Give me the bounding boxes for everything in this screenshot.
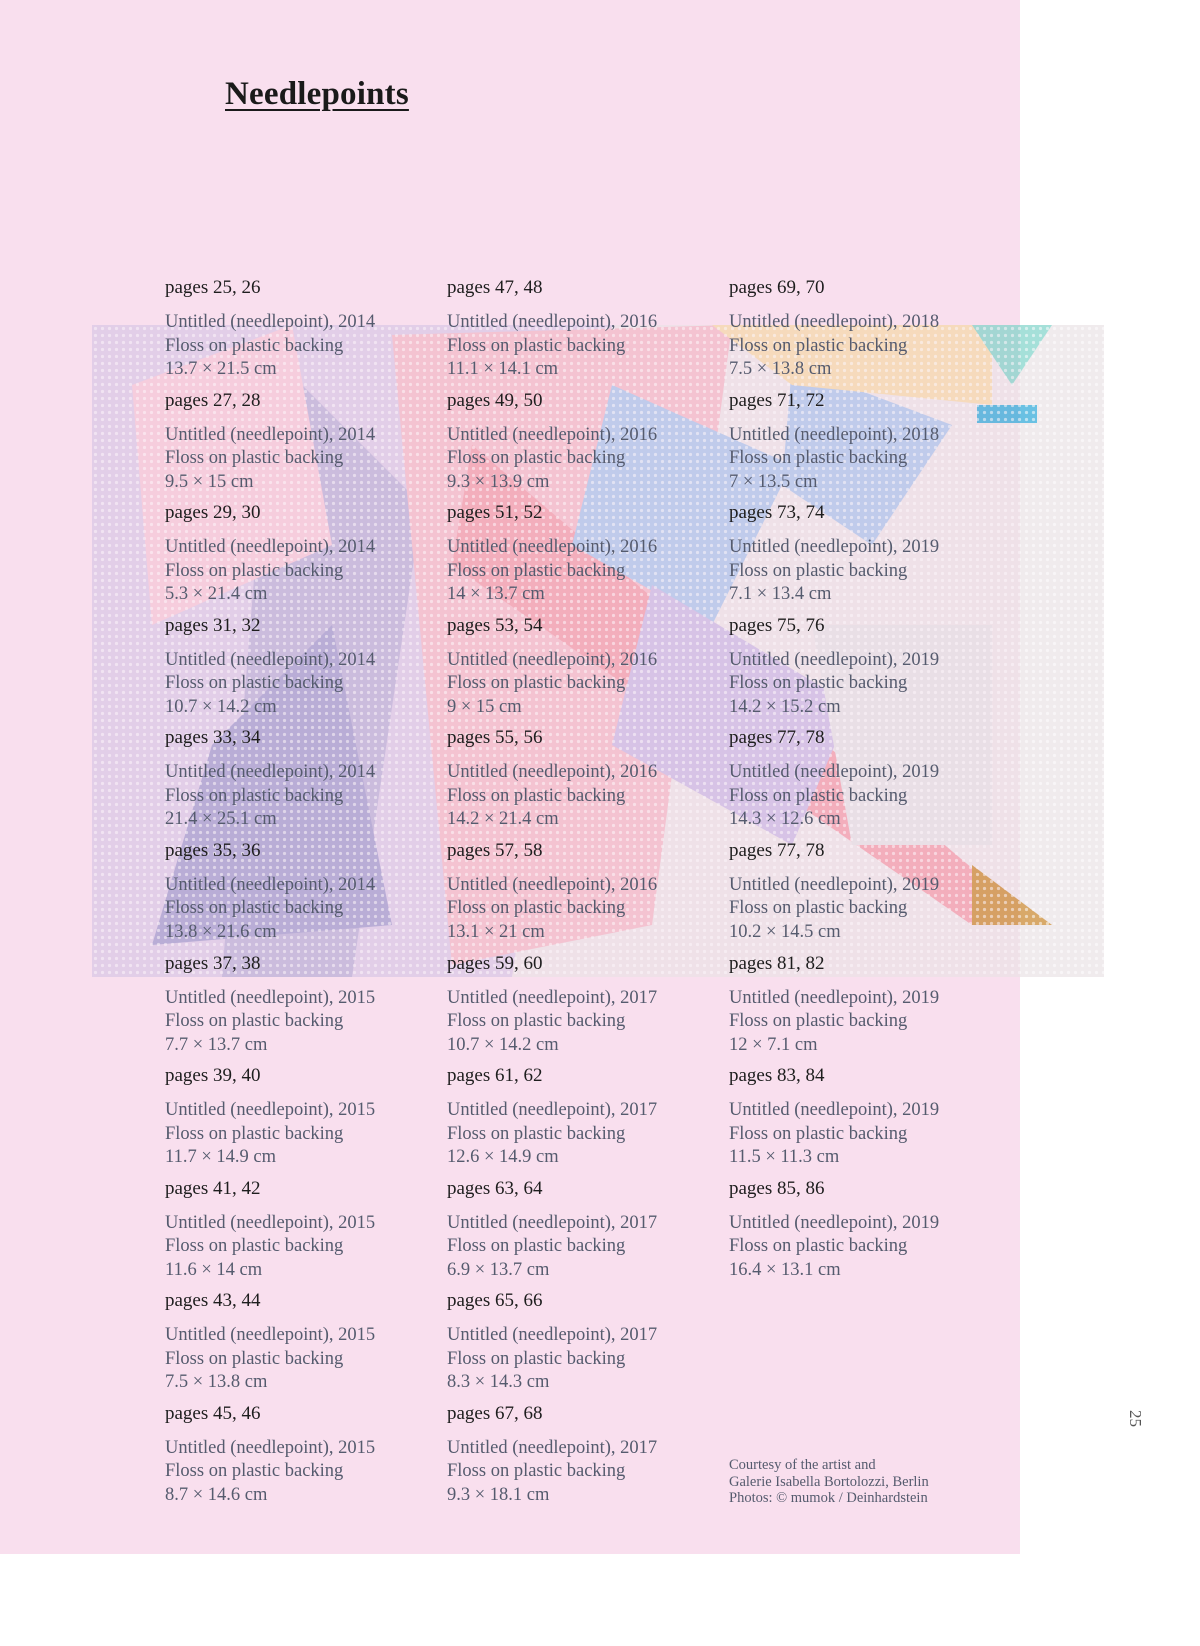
entry-medium: Floss on plastic backing: [729, 1123, 908, 1144]
entry-dimensions: 7 × 13.5 cm: [729, 471, 818, 492]
entry-dimensions: 12.6 × 14.9 cm: [447, 1147, 559, 1168]
entry-medium: Floss on plastic backing: [729, 1236, 908, 1257]
catalog-column-3: [729, 276, 989, 1289]
entry-pages-label: pages 29, 30: [165, 502, 261, 524]
entry-pages-label: pages 59, 60: [447, 952, 543, 974]
entry-medium: Floss on plastic backing: [447, 1011, 626, 1032]
entry-medium: Floss on plastic backing: [447, 673, 626, 694]
entry-pages-label: pages 37, 38: [165, 952, 261, 974]
entry-medium: Floss on plastic backing: [729, 673, 908, 694]
catalog-entry: [165, 1402, 425, 1515]
catalog-entry: [165, 839, 425, 952]
entry-pages-label: pages 53, 54: [447, 614, 543, 636]
catalog-entry: [729, 1177, 989, 1290]
entry-title: Untitled (needlepoint), 2017: [447, 987, 658, 1008]
entry-title: Untitled (needlepoint), 2018: [729, 312, 940, 332]
entry-medium: Floss on plastic backing: [447, 1461, 626, 1482]
entry-pages-label: pages 69, 70: [729, 277, 825, 298]
entry-title: Untitled (needlepoint), 2018: [729, 424, 940, 445]
entry-title: Untitled (needlepoint), 2016: [447, 762, 658, 783]
catalog-entry: [729, 614, 989, 727]
entry-pages-label: pages 73, 74: [729, 502, 825, 524]
entry-medium: Floss on plastic backing: [729, 1011, 908, 1032]
catalog-entry: [447, 614, 707, 727]
entry-pages-label: pages 81, 82: [729, 952, 825, 974]
entry-medium: Floss on plastic backing: [447, 1123, 626, 1144]
entry-pages-label: pages 85, 86: [729, 1177, 825, 1199]
entry-title: Untitled (needlepoint), 2019: [729, 1100, 940, 1121]
entry-title: Untitled (needlepoint), 2015: [165, 1100, 376, 1121]
entry-title: Untitled (needlepoint), 2015: [165, 987, 376, 1008]
entry-pages-label: pages 71, 72: [729, 389, 825, 411]
credits-line: Photos: © mumok / Deinhardstein: [729, 1490, 928, 1506]
catalog-entry: [447, 839, 707, 952]
entry-medium: Floss on plastic backing: [729, 898, 908, 919]
entry-dimensions: 10.7 × 14.2 cm: [165, 696, 277, 717]
catalog-entry: [165, 276, 425, 389]
entry-dimensions: 14 × 13.7 cm: [447, 584, 545, 605]
entry-dimensions: 11.5 × 11.3 cm: [729, 1147, 840, 1168]
entry-medium: Floss on plastic backing: [447, 1236, 626, 1257]
catalog-entry: [729, 952, 989, 1065]
entry-pages-label: pages 39, 40: [165, 1065, 261, 1087]
catalog-entry: [447, 1289, 707, 1402]
entry-title: Untitled (needlepoint), 2019: [729, 1212, 940, 1233]
entry-medium: Floss on plastic backing: [165, 898, 344, 919]
entry-medium: Floss on plastic backing: [165, 1236, 344, 1257]
entry-title: Untitled (needlepoint), 2017: [447, 1325, 658, 1346]
catalog-column-1: [165, 276, 425, 1515]
entry-title: Untitled (needlepoint), 2016: [447, 649, 658, 670]
entry-title: Untitled (needlepoint), 2017: [447, 1212, 658, 1233]
entry-title: Untitled (needlepoint), 2019: [729, 537, 940, 558]
entry-pages-label: pages 47, 48: [447, 277, 543, 298]
entry-pages-label: pages 45, 46: [165, 1402, 261, 1424]
entry-title: Untitled (needlepoint), 2014: [165, 537, 376, 558]
entry-title: Untitled (needlepoint), 2015: [165, 1212, 376, 1233]
entry-title: Untitled (needlepoint), 2016: [447, 424, 658, 445]
entry-pages-label: pages 75, 76: [729, 614, 825, 636]
entry-dimensions: 9.5 × 15 cm: [165, 471, 254, 492]
entry-dimensions: 14.3 × 12.6 cm: [729, 809, 841, 830]
catalog-entry: [729, 839, 989, 952]
entry-title: Untitled (needlepoint), 2016: [447, 312, 658, 332]
entry-medium: Floss on plastic backing: [165, 1123, 344, 1144]
entry-title: Untitled (needlepoint), 2019: [729, 987, 940, 1008]
entry-dimensions: 7.5 × 13.8 cm: [165, 1372, 268, 1393]
entry-dimensions: 21.4 × 25.1 cm: [165, 809, 277, 830]
entry-pages-label: pages 27, 28: [165, 389, 261, 411]
entry-pages-label: pages 43, 44: [165, 1290, 261, 1312]
entry-medium: Floss on plastic backing: [447, 1348, 626, 1369]
entry-dimensions: 7.7 × 13.7 cm: [165, 1034, 268, 1055]
entry-dimensions: 8.3 × 14.3 cm: [447, 1372, 550, 1393]
entry-pages-label: pages 51, 52: [447, 502, 543, 524]
catalog-entry: [447, 726, 707, 839]
entry-dimensions: 9.3 × 18.1 cm: [447, 1484, 550, 1505]
entry-title: Untitled (needlepoint), 2015: [165, 1437, 376, 1458]
entry-dimensions: 5.3 × 21.4 cm: [165, 584, 268, 605]
entry-dimensions: 11.6 × 14 cm: [165, 1259, 263, 1280]
entry-pages-label: pages 41, 42: [165, 1177, 261, 1199]
entry-dimensions: 10.7 × 14.2 cm: [447, 1034, 559, 1055]
entry-dimensions: 11.7 × 14.9 cm: [165, 1147, 276, 1168]
entry-title: Untitled (needlepoint), 2014: [165, 312, 376, 332]
entry-pages-label: pages 35, 36: [165, 839, 261, 861]
entry-pages-label: pages 67, 68: [447, 1402, 543, 1424]
entry-pages-label: pages 57, 58: [447, 839, 543, 861]
entry-pages-label: pages 77, 78: [729, 839, 825, 861]
catalog-entry: [447, 1177, 707, 1290]
entry-dimensions: 10.2 × 14.5 cm: [729, 921, 841, 942]
entry-title: Untitled (needlepoint), 2019: [729, 649, 940, 670]
catalog-entry: [447, 501, 707, 614]
entry-pages-label: pages 55, 56: [447, 727, 543, 749]
entry-dimensions: 13.8 × 21.6 cm: [165, 921, 277, 942]
catalog-entry: [165, 726, 425, 839]
catalog-entry: [165, 1289, 425, 1402]
entry-medium: Floss on plastic backing: [165, 1348, 344, 1369]
catalog-entry: [729, 726, 989, 839]
entry-pages-label: pages 77, 78: [729, 727, 825, 749]
page-number: 25: [1126, 1410, 1145, 1427]
entry-dimensions: 14.2 × 21.4 cm: [447, 809, 559, 830]
entry-dimensions: 16.4 × 13.1 cm: [729, 1259, 841, 1280]
catalog-column-2: [447, 276, 707, 1515]
entry-medium: Floss on plastic backing: [165, 335, 344, 356]
entry-title: Untitled (needlepoint), 2014: [165, 424, 376, 445]
page-title: Needlepoints: [225, 76, 409, 112]
entry-title: Untitled (needlepoint), 2016: [447, 537, 658, 558]
entry-dimensions: 13.1 × 21 cm: [447, 921, 545, 942]
catalog-entry: [729, 276, 989, 389]
entry-dimensions: 6.9 × 13.7 cm: [447, 1259, 550, 1280]
credits-line: Courtesy of the artist and: [729, 1457, 876, 1473]
entry-pages-label: pages 61, 62: [447, 1065, 543, 1087]
entry-medium: Floss on plastic backing: [447, 335, 626, 356]
entry-medium: Floss on plastic backing: [165, 673, 344, 694]
catalog-entry: [447, 276, 707, 389]
catalog-entry: [729, 1064, 989, 1177]
entry-medium: Floss on plastic backing: [447, 785, 626, 806]
catalog-entry: [447, 1064, 707, 1177]
credits-line: Galerie Isabella Bortolozzi, Berlin: [729, 1473, 929, 1490]
entry-medium: Floss on plastic backing: [165, 560, 344, 581]
entry-title: Untitled (needlepoint), 2015: [165, 1325, 376, 1346]
entry-dimensions: 11.1 × 14.1 cm: [447, 359, 558, 379]
entry-medium: Floss on plastic backing: [447, 898, 626, 919]
entry-medium: Floss on plastic backing: [165, 448, 344, 469]
photo-credits: [729, 1457, 929, 1507]
entry-pages-label: pages 25, 26: [165, 277, 261, 298]
catalog-entry: [447, 389, 707, 502]
entry-medium: Floss on plastic backing: [729, 448, 908, 469]
entry-pages-label: pages 83, 84: [729, 1065, 825, 1087]
entry-dimensions: 12 × 7.1 cm: [729, 1034, 818, 1055]
entry-dimensions: 8.7 × 14.6 cm: [165, 1484, 268, 1505]
entry-dimensions: 7.1 × 13.4 cm: [729, 584, 832, 605]
entry-title: Untitled (needlepoint), 2017: [447, 1437, 658, 1458]
entry-dimensions: 13.7 × 21.5 cm: [165, 359, 277, 379]
entry-dimensions: 9 × 15 cm: [447, 696, 522, 717]
entry-pages-label: pages 49, 50: [447, 389, 543, 411]
catalog-entry: [165, 1177, 425, 1290]
entry-title: Untitled (needlepoint), 2019: [729, 762, 940, 783]
catalog-entry: [165, 1064, 425, 1177]
entry-dimensions: 9.3 × 13.9 cm: [447, 471, 550, 492]
entry-medium: Floss on plastic backing: [729, 335, 908, 356]
entry-pages-label: pages 33, 34: [165, 727, 261, 749]
entry-pages-label: pages 63, 64: [447, 1177, 543, 1199]
entry-medium: Floss on plastic backing: [729, 785, 908, 806]
catalog-entry: [729, 501, 989, 614]
entry-medium: Floss on plastic backing: [447, 560, 626, 581]
entry-title: Untitled (needlepoint), 2014: [165, 874, 376, 895]
catalog-entry: [165, 952, 425, 1065]
catalog-entry: [165, 389, 425, 502]
entry-title: Untitled (needlepoint), 2017: [447, 1100, 658, 1121]
catalog-entry: [729, 389, 989, 502]
entry-medium: Floss on plastic backing: [165, 1461, 344, 1482]
entry-dimensions: 14.2 × 15.2 cm: [729, 696, 841, 717]
catalog-entry: [447, 952, 707, 1065]
entry-pages-label: pages 31, 32: [165, 614, 261, 636]
entry-pages-label: pages 65, 66: [447, 1290, 543, 1312]
catalog-entry: [165, 501, 425, 614]
entry-title: Untitled (needlepoint), 2014: [165, 649, 376, 670]
catalog-entry: [165, 614, 425, 727]
entry-medium: Floss on plastic backing: [165, 785, 344, 806]
entry-title: Untitled (needlepoint), 2019: [729, 874, 940, 895]
entry-medium: Floss on plastic backing: [165, 1011, 344, 1032]
entry-title: Untitled (needlepoint), 2014: [165, 762, 376, 783]
entry-dimensions: 7.5 × 13.8 cm: [729, 359, 832, 379]
entry-medium: Floss on plastic backing: [447, 448, 626, 469]
entry-medium: Floss on plastic backing: [729, 560, 908, 581]
entry-title: Untitled (needlepoint), 2016: [447, 874, 658, 895]
catalog-entry: [447, 1402, 707, 1515]
